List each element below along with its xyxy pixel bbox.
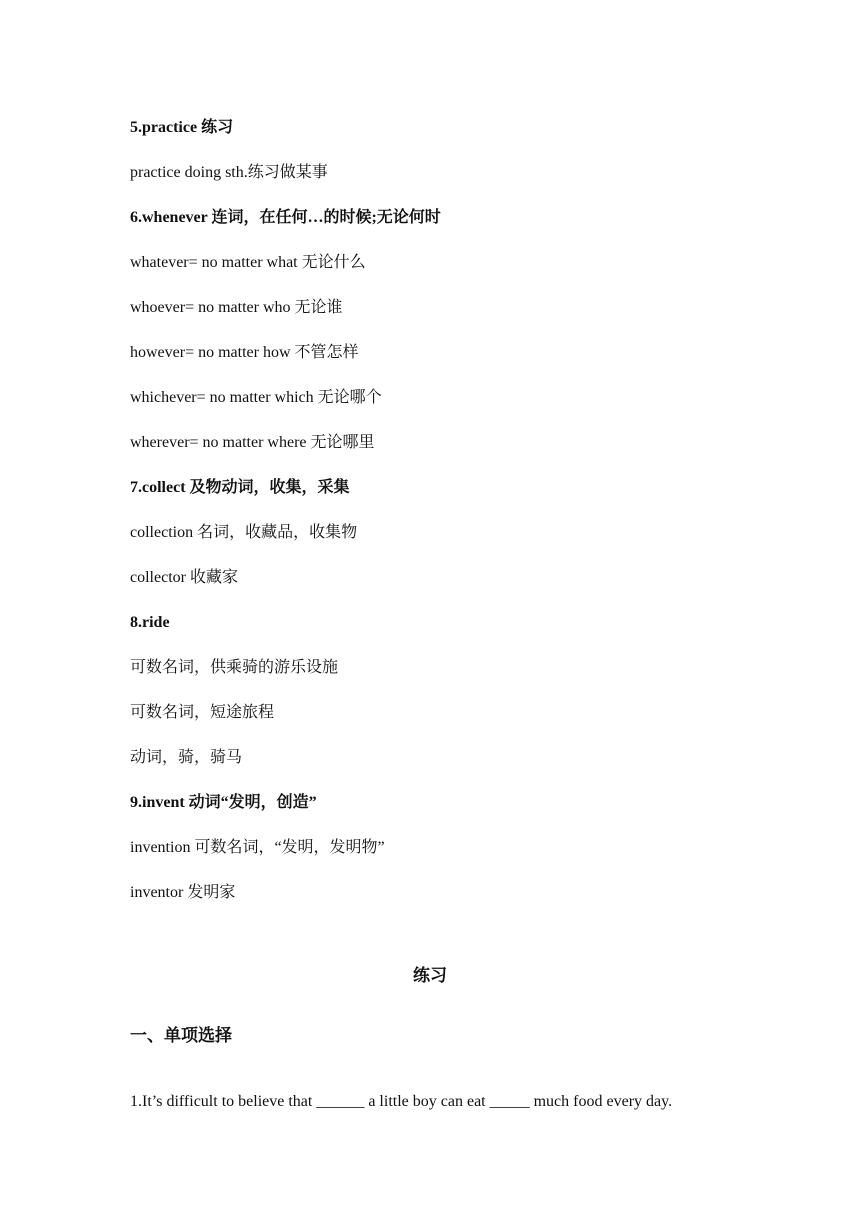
exercise-title: 练习	[413, 966, 447, 985]
note-line: wherever= no matter where 无论哪里	[130, 434, 375, 451]
note-heading-practice: 5.practice 练习	[130, 119, 234, 136]
note-line: inventor 发明家	[130, 884, 236, 901]
note-line: 可数名词，供乘骑的游乐设施	[130, 659, 339, 676]
note-line: collection 名词，收藏品，收集物	[130, 524, 358, 541]
note-line: collector 收藏家	[130, 569, 238, 586]
note-line: whichever= no matter which 无论哪个	[130, 389, 382, 406]
note-line: however= no matter how 不管怎样	[130, 344, 359, 361]
note-line: invention 可数名词，“发明，发明物”	[130, 839, 385, 856]
note-line: whoever= no matter who 无论谁	[130, 299, 343, 316]
section-title: 一、单项选择	[130, 1026, 232, 1045]
note-heading-invent: 9.invent 动词“发明，创造”	[130, 794, 317, 811]
note-line: practice doing sth.练习做某事	[130, 164, 328, 181]
note-line: 可数名词，短途旅程	[130, 704, 275, 721]
note-heading-collect: 7.collect 及物动词，收集，采集	[130, 479, 350, 496]
note-heading-ride: 8.ride	[130, 614, 170, 631]
note-heading-whenever: 6.whenever 连词，在任何…的时候;无论何时	[130, 209, 441, 226]
note-line: 动词，骑，骑马	[130, 749, 243, 766]
note-line: whatever= no matter what 无论什么	[130, 254, 366, 271]
question-1: 1.It’s difficult to believe that ______ a little boy can eat _____ much food every day.	[130, 1093, 673, 1110]
